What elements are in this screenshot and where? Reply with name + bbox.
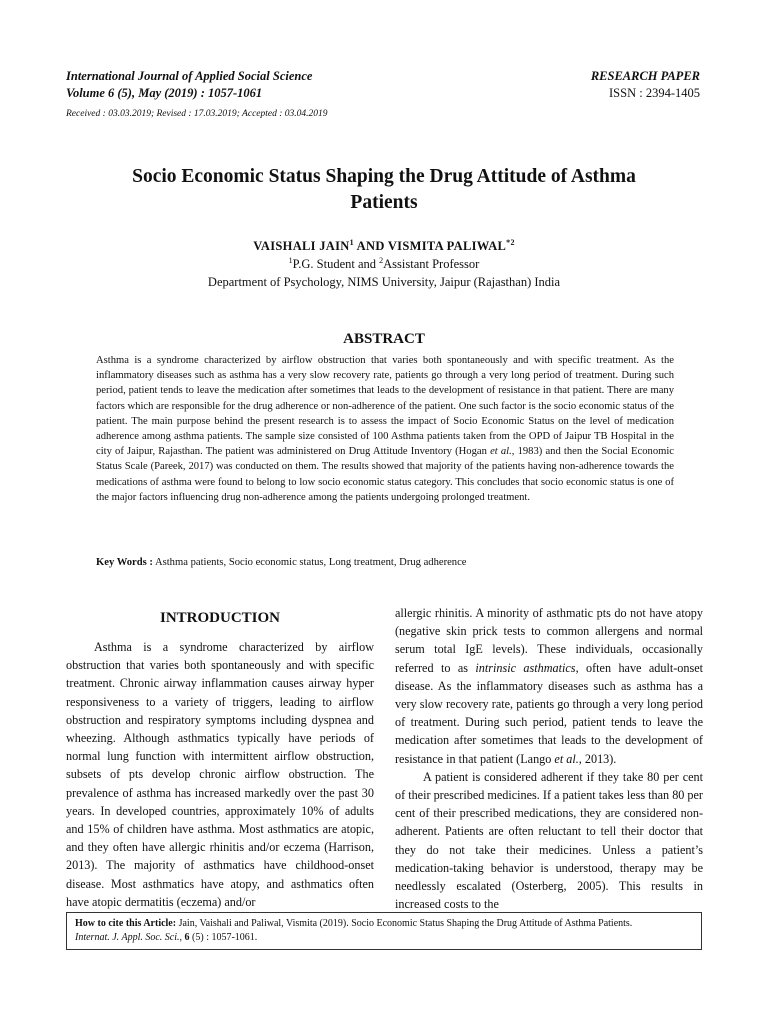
affiliation: Department of Psychology, NIMS University, Jaipur (Rajasthan) India: [207, 275, 561, 289]
citation-rest: (5) : 1057-1061.: [189, 932, 258, 943]
citation-comma: ,: [179, 932, 185, 943]
author-and: AND: [353, 239, 388, 253]
intro-paragraph-1: Asthma is a syndrome characterized by airflow obstruction that varies both spontaneously and with specific treatment. Chronic airway inflammation causes airway hyper responsiveness to a variety of triggers, leading to airflow obstruction and respiratory symptoms including dyspnea and wheezing. Although asthmatics typically have periods of normal lung function with intermittent airflow obstruction, subsets of pts develop chronic airflow obstruction. The prevalence of asthma has increased markedly over the past 30 years. In developed countries, approximately 10% of adults and 15% of children have asthma. Most asthmatics are atopic, and they often have allergic rhinitis and/or eczema (Harrison, 2013). The majority of asthmatics have childhood-onset disease. Most asthmatics have atopy, and asthmatics often have atopic dermatitis (eczema) and/or: [66, 640, 374, 909]
abstract-part-b: , 1983) and then the Social Economic Status Scale (Pareek, 2017) was conducted on them. The results showed that majority of the patients having non-adherence towards the medications of asthma were found to belong to low socio economic status category. This concludes that socio economic status is one of the major factors influencing drug non-adherence among the patients undergoing prolonged treatment.: [96, 446, 675, 503]
author-roles: [60, 255, 708, 273]
keywords-text: Asthma patients, Socio economic status, Long treatment, Drug adherence: [152, 557, 467, 568]
journal-header: [66, 68, 312, 102]
paper-type: RESEARCH PAPER: [590, 69, 700, 83]
role-1: P.G. Student and: [292, 257, 380, 271]
p2-italic: intrinsic asthmatics: [475, 660, 576, 675]
citation-label: How to cite this Article:: [75, 918, 177, 929]
intro-paragraph-3: A patient is considered adherent if they take 80 per cent of their prescribed medicines. If a patient takes less than 80 per cent of their prescribed medications, they are considered non-adherent. Patients are often reluctant to tell their doctor that they do not take their medicines. Unless a patient’s medication-taking behavior is understood, therapy may be needlessly escalated (Osterberg, 2005). This results in increased costs to the: [395, 769, 703, 912]
role-2-sup: 2: [379, 255, 384, 265]
p2-part-a: allergic rhinitis. A minority of asthmatic pts do not have atopy (negative skin prick tests to common allergens and normal serum total IgE levels). These individuals, occasionally referred to as: [395, 606, 703, 675]
intro-paragraph-2: [395, 604, 703, 768]
citation-text: Jain, Vaishali and Paliwal, Vismita (2019). Socio Economic Status Shaping the Drug Attitude of Asthma Patients.: [176, 918, 633, 929]
abstract-part-a: Asthma is a syndrome characterized by airflow obstruction that varies both spontaneously and with specific treatment. As the inflammatory diseases such as asthma has a very slow recovery rate, patients go through a very long period of treatment. During such period, patient tends to leave the medication after sometimes that leads to the development of resistance in that patient. There are many factors which are responsible for the drug adherence or non-adherence of the patient. One such factor is the socio economic status of the patient. The main purpose behind the present research is to assess the impact of Socio Economic Status on the level of medication adherence among asthma patients. The sample size consisted of 100 Asthma patients taken from the OPD of Jaipur TB Hospital in the city of Jaipur, Rajasthan. The patient was administered on Drug Attitude Inventory (Hogan: [96, 355, 674, 458]
abstract-text: [96, 353, 674, 505]
p2-etal: et al.: [554, 751, 579, 766]
abstract-heading: ABSTRACT: [343, 331, 425, 347]
right-column: [395, 604, 703, 913]
received-dates: Received : 03.03.2019; Revised : 17.03.2019; Accepted : 03.04.2019: [66, 109, 328, 119]
author-1-sup: 1: [349, 237, 354, 247]
title-line-2: Patients: [350, 192, 418, 213]
p2-part-c: , 2013).: [578, 751, 617, 766]
p2-part-b: , often have adult-onset disease. As the inflammatory diseases such as asthma has a very slow recovery rate, patients go through a very long period of treatment. During such period, patient tends to leave the medication after sometimes that leads to the development of resistance in that patient (Lango: [395, 660, 704, 766]
intro-heading: INTRODUCTION: [159, 610, 280, 626]
paper-meta: [591, 68, 700, 102]
author-names: [60, 237, 708, 255]
paper-title: [80, 164, 688, 216]
title-line-1: Socio Economic Status Shaping the Drug Attitude of Asthma: [132, 166, 636, 187]
citation-box: [66, 912, 702, 950]
journal-volume: Volume 6 (5), May (2019) : 1057-1061: [66, 86, 263, 100]
journal-name: International Journal of Applied Social Science: [66, 69, 313, 83]
keywords: [96, 555, 674, 570]
keywords-label: Key Words :: [96, 557, 153, 568]
author-2: VISMITA PALIWAL: [387, 239, 507, 253]
author-2-sup: *2: [506, 237, 515, 247]
citation-volume: 6: [184, 932, 190, 943]
abstract-etal: et al.: [490, 446, 512, 458]
left-column: [66, 604, 374, 911]
author-1: VAISHALI JAIN: [253, 239, 350, 253]
role-1-sup: 1: [288, 255, 293, 265]
role-2: Assistant Professor: [383, 257, 480, 271]
citation-journal: Internat. J. Appl. Soc. Sci.: [75, 932, 180, 943]
issn: ISSN : 2394-1405: [609, 86, 700, 100]
author-block: [60, 237, 708, 291]
